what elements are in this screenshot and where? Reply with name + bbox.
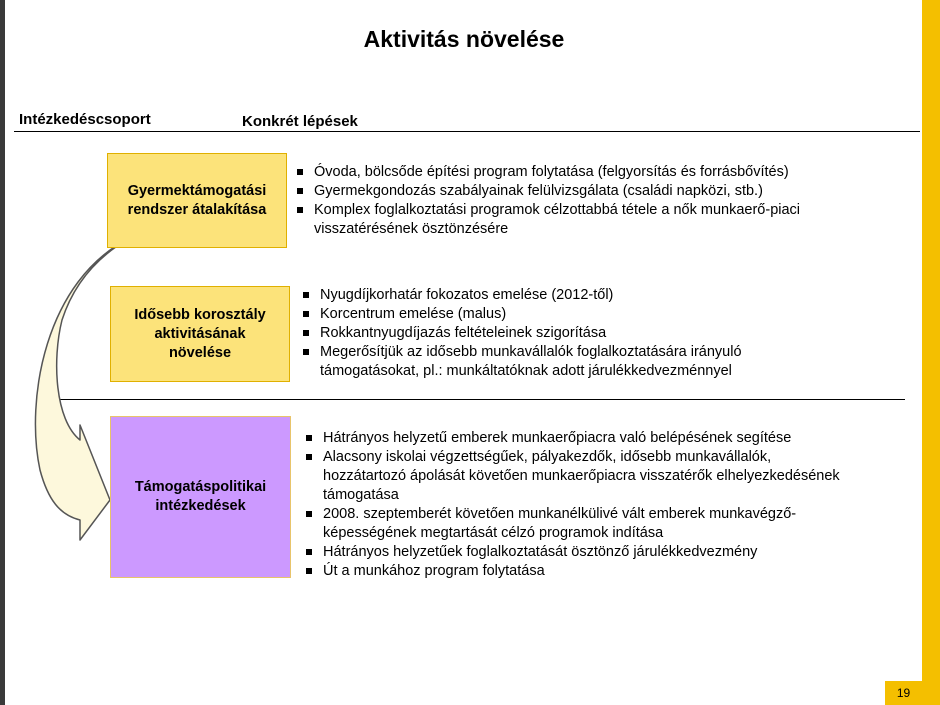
box-idosebb-korosztaly — [110, 286, 290, 382]
box-label: Idősebb korosztály aktivitásának növelése — [134, 306, 266, 361]
list-item: Alacsony iskolai végzettségűek, pályakezdők, idősebb munkavállalók, hozzátartozó ápolását követően munkaerőpiacra visszatérők elhelyezkedésének támogatása — [305, 448, 858, 505]
slide-title: Aktivitás növelése — [363, 26, 565, 52]
list-item: Óvoda, bölcsőde építési program folytatása (felgyorsítás és forrásbővítés) — [296, 163, 851, 182]
header-steps: Konkrét lépések — [242, 113, 358, 130]
list-item: Hátrányos helyzetűek foglalkoztatását ösztönző járulékkedvezmény — [305, 543, 860, 562]
list-item: 2008. szeptemberét követően munkanélkülivé vált emberek munkavégző-képességének megtartását célzó programok indítása — [305, 505, 868, 543]
list-item: Gyermekgondozás szabályainak felülvizsgálata (családi napközi, stb.) — [296, 182, 851, 201]
header-group: Intézkedéscsoport — [19, 111, 151, 128]
steps-list-2 — [302, 286, 822, 381]
list-item: Megerősítjük az idősebb munkavállalók foglalkoztatására irányuló támogatásokat, pl.: munkáltatóknak adott járulékkedvezménnyel — [302, 343, 820, 381]
list-item: Nyugdíjkorhatár fokozatos emelése (2012-től) — [302, 286, 822, 305]
box-label: Támogatáspolitikai intézkedések — [134, 479, 267, 514]
page-number: 19 — [885, 681, 922, 705]
list-item: Korcentrum emelése (malus) — [302, 305, 822, 324]
steps-list-3 — [305, 429, 860, 581]
steps-list-1 — [296, 163, 851, 239]
list-item: Rokkantnyugdíjazás feltételeinek szigorítása — [302, 324, 822, 343]
box-label: Gyermektámogatási rendszer átalakítása — [127, 182, 267, 218]
list-item: Út a munkához program folytatása — [305, 562, 860, 581]
box-tamogataspolitika — [110, 416, 291, 578]
box-gyermektamogatas — [107, 153, 287, 248]
list-item: Hátrányos helyzetű emberek munkaerőpiacra való belépésének segítése — [305, 429, 860, 448]
list-item: Komplex foglalkoztatási programok célzottabbá tétele a nők munkaerő-piaci visszatérésének ösztönzésére — [296, 201, 834, 239]
